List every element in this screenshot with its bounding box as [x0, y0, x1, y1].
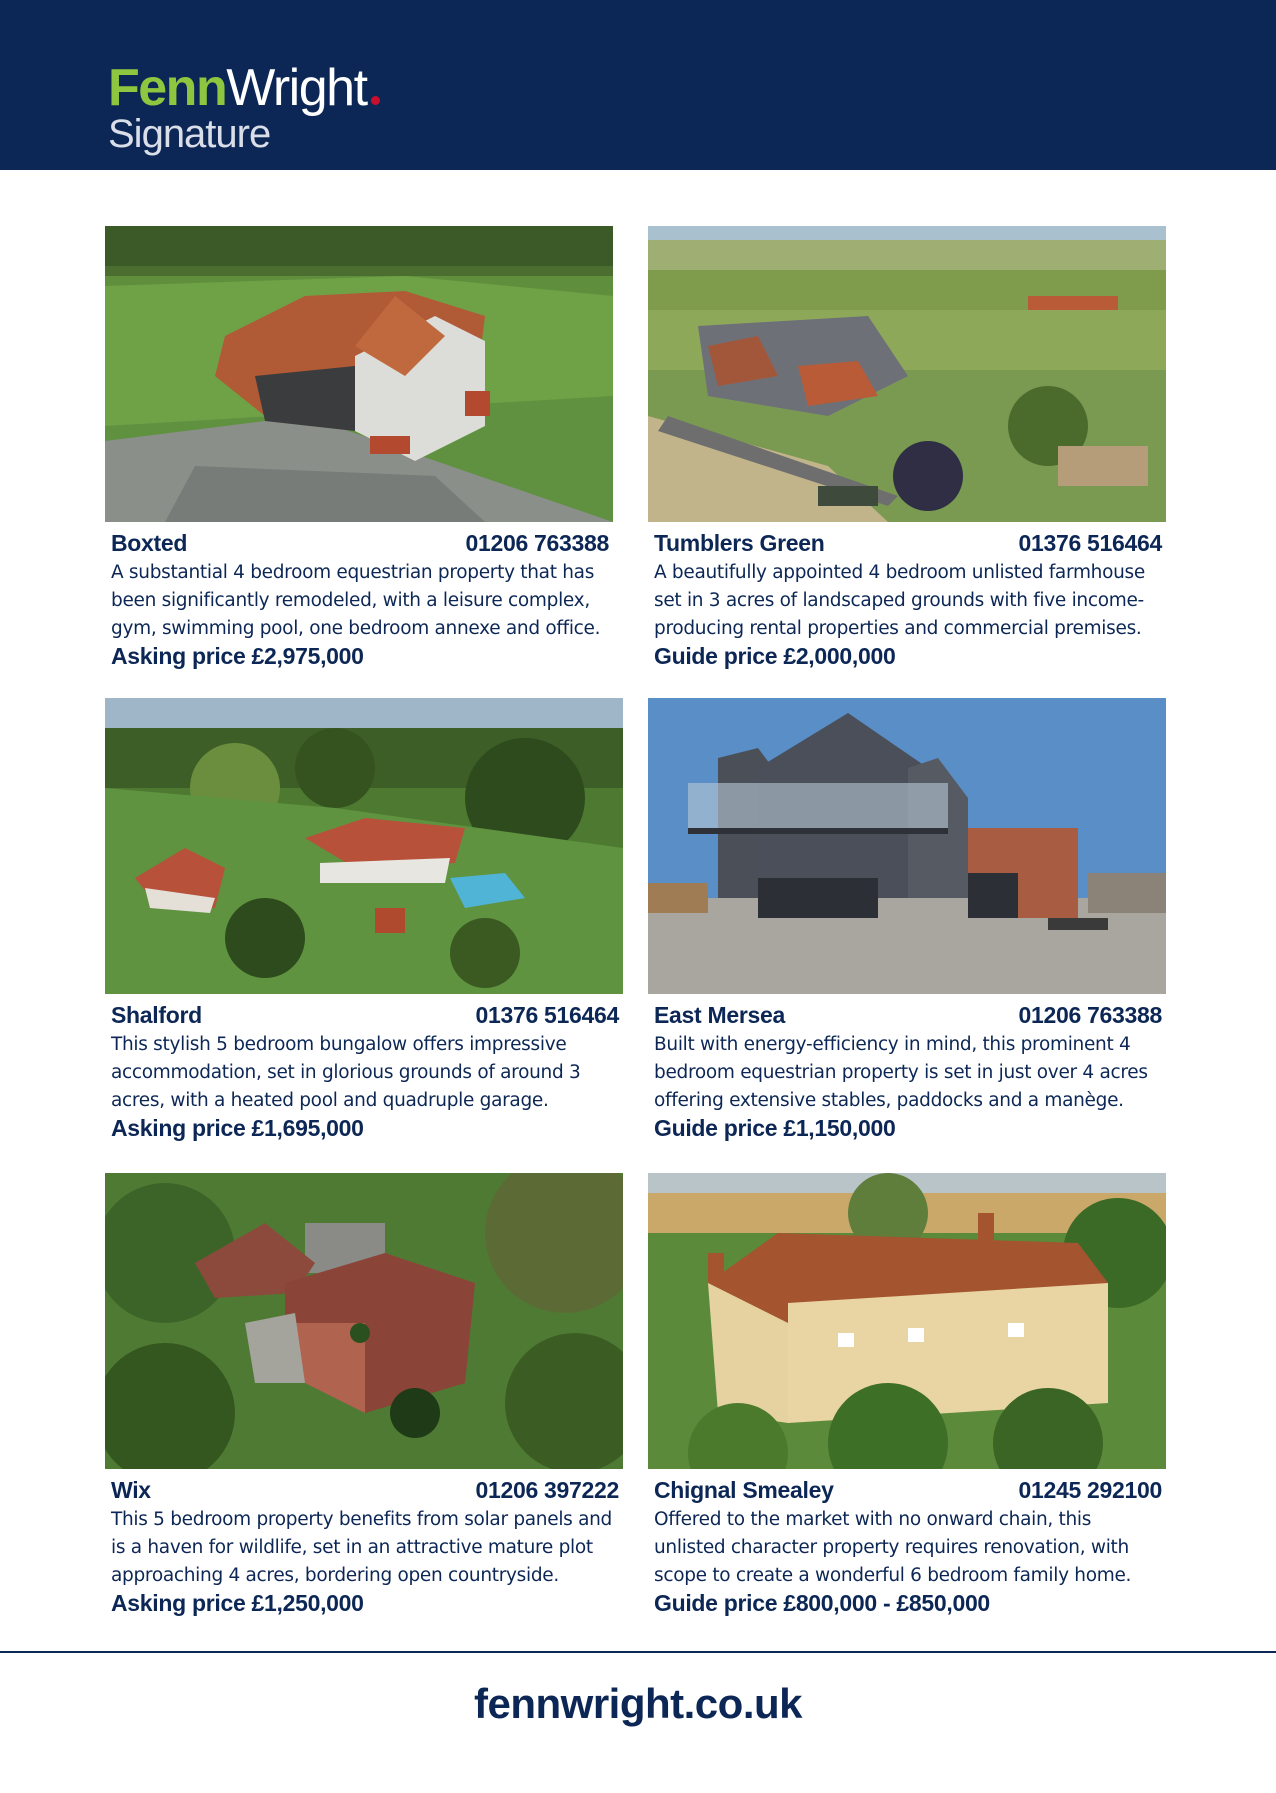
listing-phone[interactable]: 01376 516464 [475, 1002, 619, 1028]
listing-phone[interactable]: 01245 292100 [1018, 1477, 1162, 1503]
listing-card[interactable] [648, 1173, 1166, 1617]
brand-sub: Signature [108, 112, 271, 156]
listing-phone[interactable]: 01206 397222 [475, 1477, 619, 1503]
listing-price: Guide price £800,000 - £850,000 [654, 1590, 990, 1616]
header-banner [0, 0, 1276, 170]
listing-price: Asking price £2,975,000 [111, 643, 364, 669]
listing-location: Wix [111, 1477, 151, 1503]
listing-card[interactable] [648, 226, 1166, 670]
listing-card[interactable] [648, 698, 1166, 1142]
property-photo[interactable] [648, 698, 1166, 994]
footer-divider [0, 1651, 1276, 1653]
listing-description: This stylish 5 bedroom bungalow offers impressive accommodation, set in glorious grounds of around 3 acres, with a heated pool and quadruple garage. [111, 1034, 581, 1111]
listing-location: Boxted [111, 530, 188, 556]
listing-location: Chignal Smealey [654, 1477, 834, 1503]
listing-description: Built with energy-efficiency in mind, this prominent 4 bedroom equestrian property is set in just over 4 acres offering extensive stables, paddocks and a manège. [654, 1034, 1148, 1111]
listing-card[interactable] [105, 698, 623, 1142]
property-photo[interactable] [105, 226, 613, 522]
property-photo[interactable] [105, 1173, 623, 1469]
brand-dot-icon [371, 96, 380, 105]
listing-card[interactable] [105, 226, 613, 670]
listing-price: Asking price £1,695,000 [111, 1115, 364, 1141]
listing-location: Shalford [111, 1002, 202, 1028]
listing-price: Asking price £1,250,000 [111, 1590, 364, 1616]
brand-name-light: Wright [226, 59, 367, 117]
listing-phone[interactable]: 01206 763388 [1018, 1002, 1162, 1028]
listing-phone[interactable]: 01376 516464 [1018, 530, 1162, 556]
listing-location: East Mersea [654, 1002, 785, 1028]
listing-phone[interactable]: 01206 763388 [465, 530, 609, 556]
listing-price: Guide price £1,150,000 [654, 1115, 896, 1141]
property-photo[interactable] [648, 1173, 1166, 1469]
listing-description: Offered to the market with no onward chain, this unlisted character property requires renovation, with scope to create a wonderful 6 bedroom family home. [654, 1509, 1132, 1586]
listing-price: Guide price £2,000,000 [654, 643, 896, 669]
listing-card[interactable] [105, 1173, 623, 1617]
listing-description: A substantial 4 bedroom equestrian property that has been significantly remodeled, with a leisure complex, gym, swimming pool, one bedroom annexe and office. [111, 562, 601, 639]
property-photo[interactable] [105, 698, 623, 994]
property-photo[interactable] [648, 226, 1166, 522]
listing-description: This 5 bedroom property benefits from solar panels and is a haven for wildlife, set in an attractive mature plot approaching 4 acres, bordering open countryside. [111, 1509, 612, 1586]
brand-name-bold: Fenn [108, 59, 227, 117]
brand-logo[interactable] [108, 59, 380, 156]
listing-description: A beautifully appointed 4 bedroom unlisted farmhouse set in 3 acres of landscaped grounds with five income-producing rental properties and commercial premises. [654, 562, 1145, 639]
listing-location: Tumblers Green [654, 530, 825, 556]
footer-website-link[interactable]: fennwright.co.uk [474, 1680, 802, 1727]
